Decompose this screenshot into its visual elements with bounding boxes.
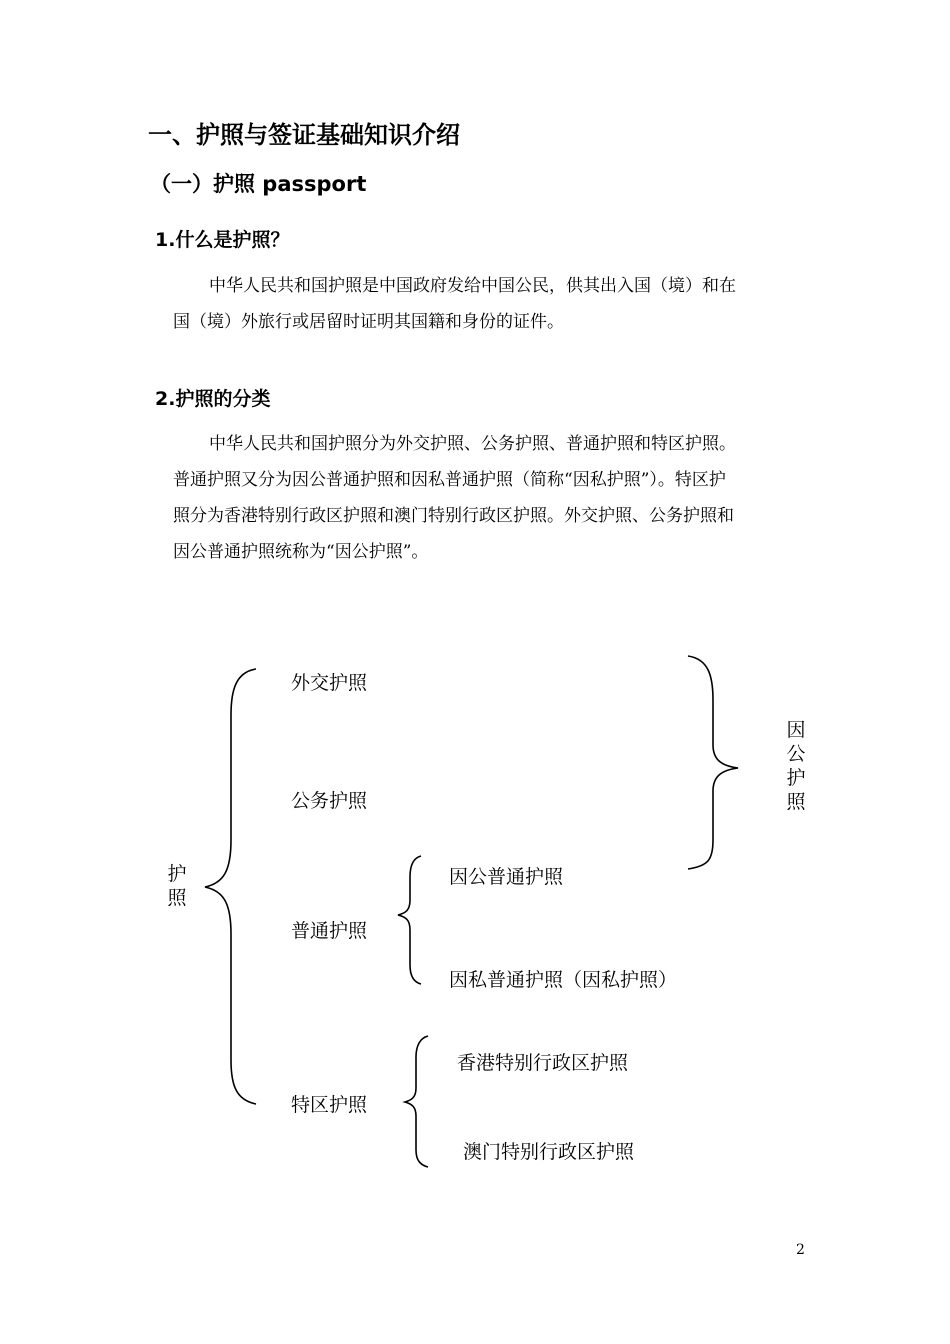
brace-ordinary	[398, 856, 421, 984]
section2-line-2: 普通护照又分为因公普通护照和因私普通护照（简称“因私护照”）。特区护	[173, 470, 726, 490]
heading-main: 一、护照与签证基础知识介绍	[148, 121, 460, 149]
brace-official	[688, 656, 738, 869]
diagram-ordinary-private: 因私普通护照（因私护照）	[449, 969, 678, 991]
diagram-service: 公务护照	[291, 790, 368, 812]
diagram-root-label: 护照	[167, 863, 187, 909]
diagram-ordinary-official: 因公普通护照	[449, 866, 564, 888]
section1-title: 1.什么是护照？	[155, 229, 290, 251]
section2-line-1: 中华人民共和国护照分为外交护照、公务护照、普通护照和特区护照。	[209, 434, 736, 454]
section2-line-3: 照分为香港特别行政区护照和澳门特别行政区护照。外交护照、公务护照和	[173, 506, 734, 526]
page-number: 2	[796, 1242, 805, 1258]
brace-main	[205, 669, 256, 1104]
diagram-ordinary: 普通护照	[291, 920, 368, 942]
section2-line-4: 因公普通护照统称为“因公护照”。	[173, 542, 429, 562]
diagram-diplomatic: 外交护照	[291, 672, 368, 694]
diagram-macao: 澳门特别行政区护照	[463, 1141, 635, 1163]
section1-line-1: 中华人民共和国护照是中国政府发给中国公民，供其出入国（境）和在	[209, 276, 736, 296]
section1-line-2: 国（境）外旅行或居留时证明其国籍和身份的证件。	[173, 312, 564, 332]
section2-title: 2.护照的分类	[155, 388, 271, 410]
brace-sar	[405, 1036, 428, 1167]
diagram-hongkong: 香港特别行政区护照	[457, 1052, 629, 1074]
heading-passport: （一）护照 passport	[150, 172, 367, 196]
diagram-sar: 特区护照	[291, 1094, 368, 1116]
diagram-official-group-label: 因公护照	[786, 719, 806, 813]
